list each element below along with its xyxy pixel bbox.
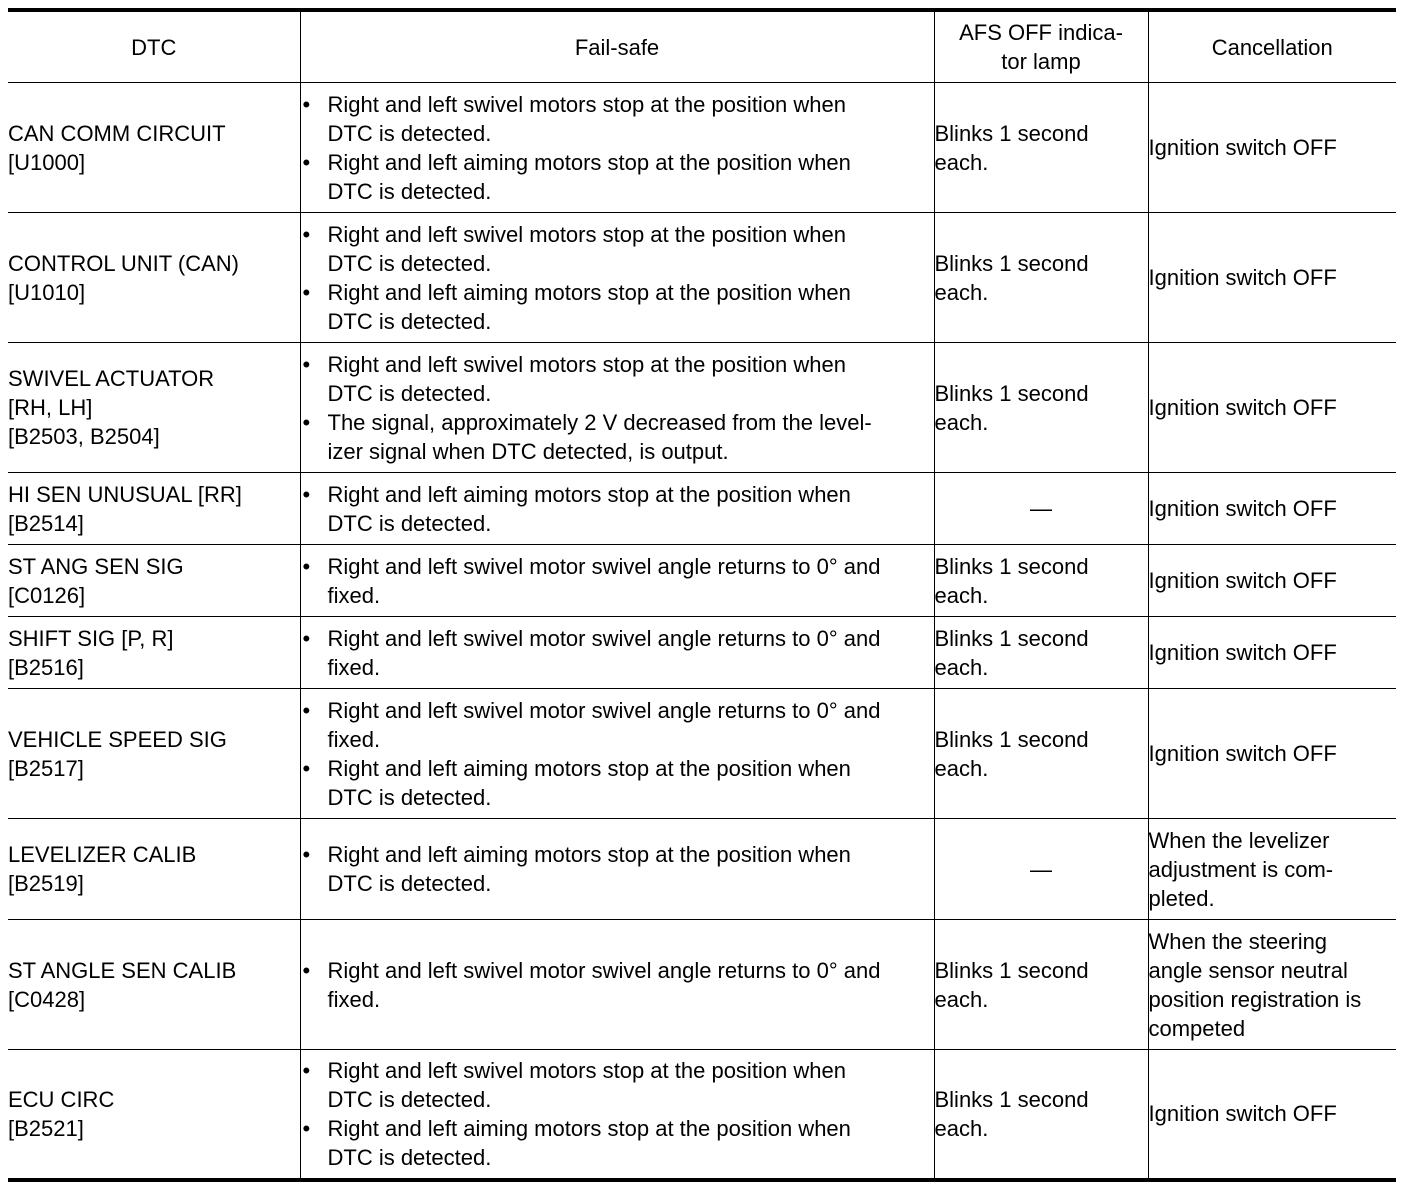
cancellation-cell xyxy=(1148,343,1396,473)
afs-line: each. xyxy=(934,1115,989,1141)
afs-line: each. xyxy=(934,654,989,680)
fail-safe-item xyxy=(301,840,934,898)
fail-safe-line: DTC is detected. xyxy=(327,120,492,146)
table-row xyxy=(8,920,1396,1050)
bullet-icon: • xyxy=(302,842,311,867)
table-row xyxy=(8,343,1396,473)
bullet-icon: • xyxy=(302,755,311,781)
afs-line: each. xyxy=(934,149,989,175)
dtc-line: LEVELIZER CALIB xyxy=(8,842,197,867)
table-row xyxy=(8,689,1396,819)
afs-line: each. xyxy=(934,755,989,781)
afs-line: Blinks 1 second xyxy=(934,250,1089,276)
bullet-icon: • xyxy=(302,1115,311,1141)
dtc-line: CAN COMM CIRCUIT xyxy=(8,120,226,146)
afs-indicator-cell xyxy=(934,213,1148,343)
fail-safe-line: Right and left swivel motors stop at the position when xyxy=(327,1057,846,1083)
fail-safe-item xyxy=(301,1114,934,1172)
cancellation-line: position registration is xyxy=(1148,986,1362,1012)
dtc-line: SWIVEL ACTUATOR xyxy=(8,366,215,391)
dtc-line: [U1010] xyxy=(8,279,86,305)
fail-safe-item xyxy=(301,350,934,408)
table-row xyxy=(8,473,1396,545)
bullet-icon: • xyxy=(302,149,311,175)
cancellation-cell xyxy=(1148,617,1396,689)
bullet-icon: • xyxy=(302,91,311,117)
afs-line: Blinks 1 second xyxy=(934,380,1089,406)
afs-dash: — xyxy=(1030,496,1052,521)
bullet-icon: • xyxy=(302,221,311,247)
dtc-line: VEHICLE SPEED SIG xyxy=(8,726,227,752)
bullet-icon: • xyxy=(302,553,311,579)
bullet-icon: • xyxy=(302,957,311,983)
cancellation-cell xyxy=(1148,819,1396,920)
table-body xyxy=(8,83,1396,1180)
header-fail-safe: Fail-safe xyxy=(300,10,934,83)
bullet-icon: • xyxy=(302,625,311,651)
cancellation-line: Ignition switch OFF xyxy=(1148,568,1337,593)
afs-indicator-cell xyxy=(934,473,1148,545)
dtc-cell xyxy=(8,545,300,617)
afs-indicator-cell xyxy=(934,819,1148,920)
dtc-line: [C0126] xyxy=(8,582,86,608)
fail-safe-line: izer signal when DTC detected, is output. xyxy=(327,438,729,464)
fail-safe-line: Right and left aiming motors stop at the position when xyxy=(327,1115,851,1141)
dtc-cell xyxy=(8,920,300,1050)
dtc-line: [B2514] xyxy=(8,510,84,536)
cancellation-line: Ignition switch OFF xyxy=(1148,135,1337,160)
dtc-cell xyxy=(8,473,300,545)
fail-safe-line: DTC is detected. xyxy=(327,380,492,406)
dtc-line: [RH, LH] xyxy=(8,395,93,420)
afs-line: each. xyxy=(934,986,989,1012)
fail-safe-item xyxy=(301,90,934,148)
fail-safe-line: Right and left aiming motors stop at the position when xyxy=(327,149,851,175)
fail-safe-cell xyxy=(300,819,934,920)
fail-safe-item xyxy=(301,480,934,538)
afs-line: Blinks 1 second xyxy=(934,120,1089,146)
dtc-line: [B2521] xyxy=(8,1115,84,1141)
afs-indicator-cell xyxy=(934,1050,1148,1180)
dtc-line: [B2516] xyxy=(8,654,84,680)
afs-indicator-cell xyxy=(934,617,1148,689)
fail-safe-cell xyxy=(300,213,934,343)
dtc-line: [B2519] xyxy=(8,871,84,896)
fail-safe-cell xyxy=(300,473,934,545)
bullet-icon: • xyxy=(302,409,311,435)
afs-line: Blinks 1 second xyxy=(934,726,1089,752)
fail-safe-line: Right and left aiming motors stop at the position when xyxy=(327,842,851,867)
dtc-cell xyxy=(8,617,300,689)
header-afs-line-1: AFS OFF indica- xyxy=(959,20,1123,45)
afs-line: Blinks 1 second xyxy=(934,1086,1089,1112)
fail-safe-line: DTC is detected. xyxy=(327,1086,492,1112)
cancellation-line: adjustment is com- xyxy=(1148,856,1334,882)
fail-safe-line: DTC is detected. xyxy=(327,784,492,810)
fail-safe-item xyxy=(301,220,934,278)
afs-indicator-cell xyxy=(934,343,1148,473)
fail-safe-line: fixed. xyxy=(327,986,381,1012)
fail-safe-item xyxy=(301,956,934,1014)
table-row xyxy=(8,545,1396,617)
fail-safe-line: fixed. xyxy=(327,582,381,608)
cancellation-line: Ignition switch OFF xyxy=(1148,640,1337,665)
cancellation-line: pleted. xyxy=(1148,885,1215,911)
afs-indicator-cell xyxy=(934,545,1148,617)
fail-safe-cell xyxy=(300,920,934,1050)
table-row xyxy=(8,83,1396,213)
fail-safe-line: The signal, approximately 2 V decreased from the level- xyxy=(327,409,872,435)
dtc-line: [C0428] xyxy=(8,986,86,1012)
fail-safe-cell xyxy=(300,1050,934,1180)
fail-safe-list xyxy=(301,624,934,682)
cancellation-cell xyxy=(1148,83,1396,213)
fail-safe-list xyxy=(301,480,934,538)
cancellation-cell xyxy=(1148,545,1396,617)
fail-safe-cell xyxy=(300,545,934,617)
dtc-line: [B2503, B2504] xyxy=(8,424,160,449)
fail-safe-list xyxy=(301,840,934,898)
cancellation-cell xyxy=(1148,213,1396,343)
fail-safe-line: Right and left swivel motors stop at the position when xyxy=(327,351,846,377)
cancellation-line: Ignition switch OFF xyxy=(1148,265,1337,290)
cancellation-line: Ignition switch OFF xyxy=(1148,395,1337,420)
dtc-line: CONTROL UNIT (CAN) xyxy=(8,250,239,276)
dtc-line: [B2517] xyxy=(8,755,84,781)
fail-safe-cell xyxy=(300,617,934,689)
cancellation-line: competed xyxy=(1148,1015,1246,1041)
bullet-icon: • xyxy=(302,351,311,377)
cancellation-line: Ignition switch OFF xyxy=(1148,741,1337,766)
fail-safe-item xyxy=(301,696,934,754)
fail-safe-line: DTC is detected. xyxy=(327,510,492,536)
dtc-line: ECU CIRC xyxy=(8,1086,115,1112)
fail-safe-line: DTC is detected. xyxy=(327,250,492,276)
fail-safe-line: Right and left swivel motor swivel angle returns to 0° and xyxy=(327,625,881,651)
fail-safe-line: fixed. xyxy=(327,654,381,680)
cancellation-cell xyxy=(1148,1050,1396,1180)
afs-indicator-cell xyxy=(934,83,1148,213)
header-row xyxy=(8,10,1396,83)
dtc-line: HI SEN UNUSUAL [RR] xyxy=(8,481,242,507)
fail-safe-line: fixed. xyxy=(327,726,381,752)
fail-safe-line: Right and left aiming motors stop at the position when xyxy=(327,481,851,507)
bullet-icon: • xyxy=(302,279,311,305)
dtc-line: SHIFT SIG [P, R] xyxy=(8,625,174,651)
cancellation-cell xyxy=(1148,689,1396,819)
fail-safe-item xyxy=(301,754,934,812)
dtc-line: ST ANGLE SEN CALIB xyxy=(8,957,237,983)
cancellation-cell xyxy=(1148,473,1396,545)
header-cancellation: Cancellation xyxy=(1148,10,1396,83)
cancellation-line: When the steering xyxy=(1148,928,1328,954)
fail-safe-line: Right and left swivel motors stop at the position when xyxy=(327,221,846,247)
header-afs-line-2: tor lamp xyxy=(1001,49,1081,74)
afs-line: Blinks 1 second xyxy=(934,625,1089,651)
afs-indicator-cell xyxy=(934,689,1148,819)
dtc-fail-safe-table xyxy=(8,8,1396,1182)
afs-line: each. xyxy=(934,279,989,305)
fail-safe-line: Right and left aiming motors stop at the position when xyxy=(327,279,851,305)
fail-safe-list xyxy=(301,220,934,336)
cancellation-line: When the levelizer xyxy=(1148,827,1330,853)
fail-safe-list xyxy=(301,956,934,1014)
fail-safe-cell xyxy=(300,689,934,819)
fail-safe-item xyxy=(301,278,934,336)
table-row xyxy=(8,819,1396,920)
fail-safe-list xyxy=(301,552,934,610)
dtc-cell xyxy=(8,1050,300,1180)
afs-line: Blinks 1 second xyxy=(934,553,1089,579)
dtc-cell xyxy=(8,819,300,920)
bullet-icon: • xyxy=(302,481,311,507)
fail-safe-item xyxy=(301,408,934,466)
afs-line: each. xyxy=(934,409,989,435)
fail-safe-line: DTC is detected. xyxy=(327,871,492,896)
fail-safe-item xyxy=(301,1056,934,1114)
dtc-line: [U1000] xyxy=(8,149,86,175)
afs-indicator-cell xyxy=(934,920,1148,1050)
fail-safe-line: DTC is detected. xyxy=(327,178,492,204)
bullet-icon: • xyxy=(302,1057,311,1083)
fail-safe-line: DTC is detected. xyxy=(327,1144,492,1170)
cancellation-line: angle sensor neutral xyxy=(1148,957,1348,983)
table-row xyxy=(8,617,1396,689)
fail-safe-list xyxy=(301,350,934,466)
fail-safe-list xyxy=(301,1056,934,1172)
fail-safe-line: Right and left swivel motors stop at the position when xyxy=(327,91,846,117)
fail-safe-list xyxy=(301,696,934,812)
header-afs-off-indicator-lamp xyxy=(934,10,1148,83)
fail-safe-list xyxy=(301,90,934,206)
cancellation-line: Ignition switch OFF xyxy=(1148,496,1337,521)
fail-safe-item xyxy=(301,624,934,682)
fail-safe-line: Right and left aiming motors stop at the position when xyxy=(327,755,851,781)
dtc-line: ST ANG SEN SIG xyxy=(8,553,184,579)
dtc-cell xyxy=(8,343,300,473)
fail-safe-item xyxy=(301,148,934,206)
fail-safe-item xyxy=(301,552,934,610)
cancellation-line: Ignition switch OFF xyxy=(1148,1101,1337,1127)
fail-safe-line: Right and left swivel motor swivel angle returns to 0° and xyxy=(327,957,881,983)
fail-safe-line: Right and left swivel motor swivel angle returns to 0° and xyxy=(327,553,881,579)
afs-line: Blinks 1 second xyxy=(934,957,1089,983)
bullet-icon: • xyxy=(302,697,311,723)
dtc-cell xyxy=(8,689,300,819)
fail-safe-cell xyxy=(300,83,934,213)
fail-safe-line: Right and left swivel motor swivel angle returns to 0° and xyxy=(327,697,881,723)
afs-line: each. xyxy=(934,582,989,608)
dtc-fail-safe-sheet xyxy=(8,8,1396,1182)
table-row xyxy=(8,1050,1396,1180)
fail-safe-cell xyxy=(300,343,934,473)
table-row xyxy=(8,213,1396,343)
header-dtc: DTC xyxy=(8,10,300,83)
afs-dash: — xyxy=(1030,856,1052,882)
fail-safe-line: DTC is detected. xyxy=(327,308,492,334)
dtc-cell xyxy=(8,213,300,343)
dtc-cell xyxy=(8,83,300,213)
cancellation-cell xyxy=(1148,920,1396,1050)
